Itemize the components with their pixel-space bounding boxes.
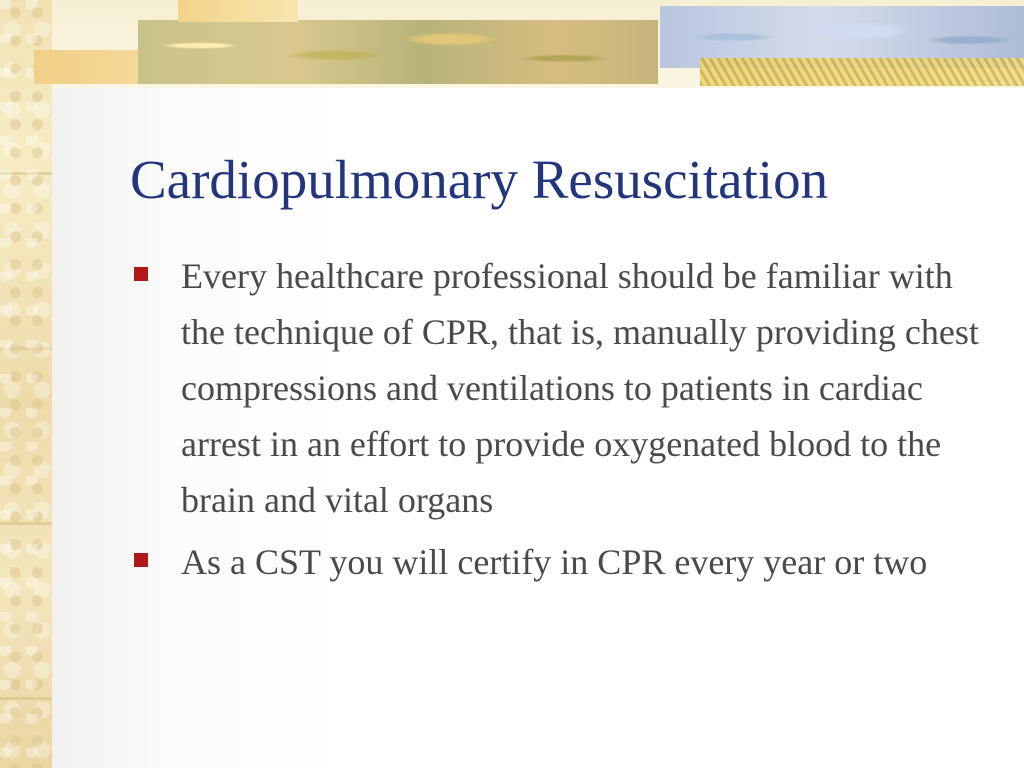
banner-leaf-image (138, 20, 658, 84)
banner-gold-grass (700, 58, 1024, 86)
banner-top-block (178, 0, 298, 22)
bullet-item (130, 534, 990, 590)
bullet-text: As a CST you will certify in CPR every year or two (181, 542, 928, 582)
banner-ochre-block (34, 50, 146, 84)
bullet-list (130, 248, 990, 596)
square-bullet-icon (134, 553, 148, 567)
decorative-left-strip (0, 0, 52, 768)
decorative-banner (0, 0, 1024, 88)
bullet-item (130, 248, 990, 528)
square-bullet-icon (134, 267, 148, 281)
bullet-text: Every healthcare professional should be familiar with the technique of CPR, that is, manually providing chest compressions and ventilations to patients in cardiac arrest in an effort to provide oxygenated blood to the brain and vital organs (181, 256, 979, 520)
slide-title: Cardiopulmonary Resuscitation (130, 149, 829, 210)
